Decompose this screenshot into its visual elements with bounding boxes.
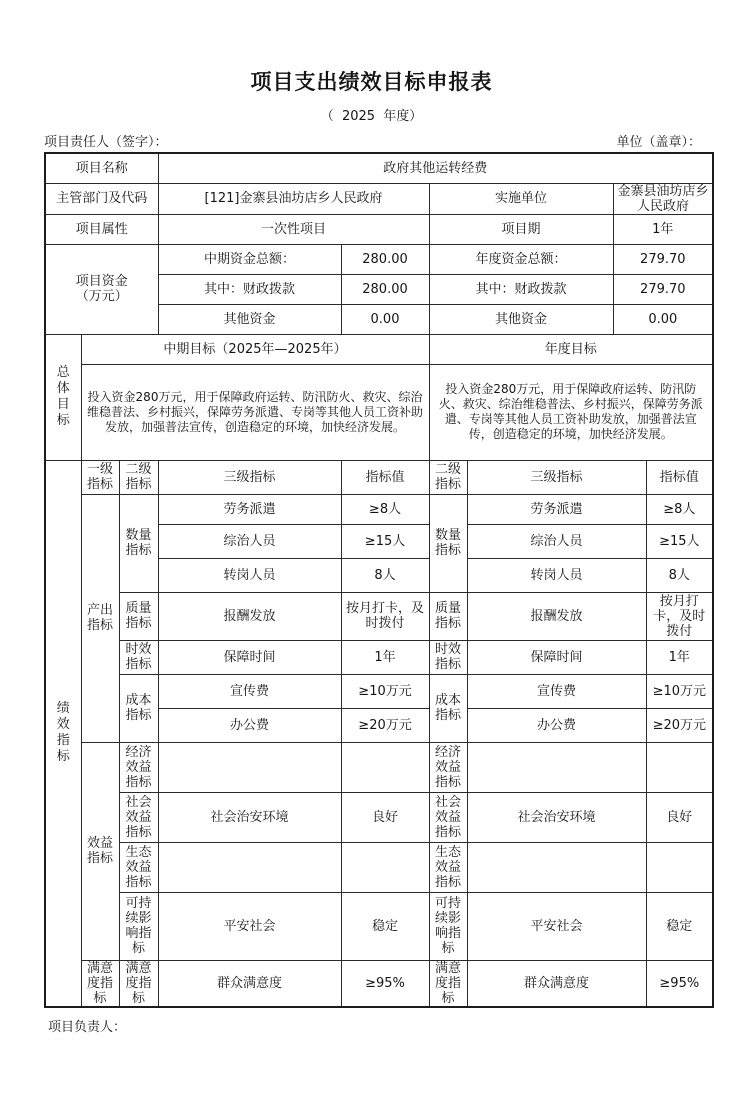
quality-item-mid: 报酬发放 <box>158 592 341 640</box>
cost-label-mid-cell <box>119 674 158 742</box>
quantity-value-1-annual: ≥8人 <box>646 494 713 524</box>
impl-unit-label: 实施单位 <box>429 183 613 214</box>
timeliness-label-annual: 时效指标 <box>435 642 462 672</box>
social-label-mid: 社会效益指标 <box>125 794 152 840</box>
overall-goal-label: 总体目标 <box>56 365 70 428</box>
satisfaction-item-mid: 群众满意度 <box>158 960 341 1007</box>
header-level1-text: 一级指标 <box>87 462 114 492</box>
mid-total-label: 中期资金总额： <box>158 244 341 274</box>
project-leader-label: 项目负责人： <box>48 1020 127 1035</box>
quantity-label-annual: 数量指标 <box>435 528 462 558</box>
timeliness-value-mid: 1年 <box>341 640 429 674</box>
project-name-value: 政府其他运转经费 <box>158 153 713 183</box>
cost-value-2-annual: ≥20万元 <box>646 708 713 742</box>
satisfaction-value-mid: ≥95% <box>341 960 429 1007</box>
performance-form-table <box>44 152 714 1008</box>
cost-item-1-annual: 宣传费 <box>467 674 646 708</box>
quality-label-annual-cell <box>429 592 467 640</box>
ecological-item-annual <box>467 842 646 892</box>
form-title: 项目支出绩效目标申报表 <box>250 70 493 94</box>
quality-value-mid: 按月打卡，及时拨付 <box>346 601 425 631</box>
cost-item-1-mid: 宣传费 <box>158 674 341 708</box>
header-level3-annual: 三级指标 <box>467 460 646 494</box>
funds-label: 项目资金（万元） <box>75 274 128 304</box>
header-level2-mid <box>119 460 158 494</box>
year-line: （ 2025 年度） <box>320 109 423 124</box>
cost-label-annual-cell <box>429 674 467 742</box>
dept-value: [121]金寨县油坊店乡人民政府 <box>158 183 429 214</box>
social-label-mid-cell <box>119 792 158 842</box>
mid-goal-text: 投入资金280万元，用于保障政府运转、防汛防火、救灾、综治维稳普法、乡村振兴，保障劳务派遣、专岗等其他人员工资补助发放，加强普法宣传，创造稳定的环境，加快经济发展。 <box>81 364 429 460</box>
satisfaction-sub-label-annual-cell <box>429 960 467 1007</box>
quality-value-mid-cell <box>341 592 429 640</box>
quantity-item-3-annual: 转岗人员 <box>467 558 646 592</box>
responsible-signature-label: 项目责任人（签字）： <box>44 135 168 150</box>
sustainable-value-annual: 稳定 <box>646 892 713 960</box>
project-attr-label: 项目属性 <box>45 214 158 244</box>
sustainable-label-mid-cell <box>119 892 158 960</box>
timeliness-label-annual-cell <box>429 640 467 674</box>
satisfaction-sub-label-mid-cell <box>119 960 158 1007</box>
sustainable-item-annual: 平安社会 <box>467 892 646 960</box>
cost-value-2-mid: ≥20万元 <box>341 708 429 742</box>
sustainable-label-annual: 可持续影响指标 <box>435 896 462 956</box>
header-level2-annual <box>429 460 467 494</box>
economic-label-annual: 经济效益指标 <box>435 744 462 790</box>
quantity-value-3-mid: 8人 <box>341 558 429 592</box>
unit-seal-label: 单位（盖章）： <box>616 135 701 150</box>
economic-value-mid <box>341 742 429 792</box>
impl-unit-value: 金寨县油坊店乡人民政府 <box>617 183 709 214</box>
quantity-label-annual-cell <box>429 494 467 592</box>
quantity-value-2-annual: ≥15人 <box>646 524 713 558</box>
quality-item-annual: 报酬发放 <box>467 592 646 640</box>
quality-value-annual-cell <box>646 592 713 640</box>
satisfaction-sub-label-mid: 满意度指标 <box>125 960 152 1006</box>
economic-item-annual <box>467 742 646 792</box>
output-indicator-cell <box>81 494 119 742</box>
social-label-annual: 社会效益指标 <box>435 794 462 840</box>
economic-value-annual <box>646 742 713 792</box>
ecological-item-mid <box>158 842 341 892</box>
benefit-indicator-cell <box>81 742 119 960</box>
dept-label: 主管部门及代码 <box>45 183 158 214</box>
header-level2-mid-text: 二级指标 <box>125 462 152 492</box>
funds-label-cell <box>45 244 158 334</box>
social-label-annual-cell <box>429 792 467 842</box>
mid-fiscal-label: 其中：财政拨款 <box>158 274 341 304</box>
sustainable-label-mid: 可持续影响指标 <box>125 896 152 956</box>
quantity-value-1-mid: ≥8人 <box>341 494 429 524</box>
ecological-value-annual <box>646 842 713 892</box>
timeliness-item-annual: 保障时间 <box>467 640 646 674</box>
economic-label-annual-cell <box>429 742 467 792</box>
quantity-item-1-annual: 劳务派遣 <box>467 494 646 524</box>
mid-goal-header: 中期目标（2025年—2025年） <box>81 334 429 364</box>
satisfaction-sub-label-annual: 满意度指标 <box>435 960 462 1006</box>
quality-label-mid: 质量指标 <box>125 601 152 631</box>
social-value-annual: 良好 <box>646 792 713 842</box>
economic-label-mid: 经济效益指标 <box>125 744 152 790</box>
social-item-mid: 社会治安环境 <box>158 792 341 842</box>
satisfaction-indicator-cell <box>81 960 119 1007</box>
satisfaction-value-annual: ≥95% <box>646 960 713 1007</box>
social-item-annual: 社会治安环境 <box>467 792 646 842</box>
year-fiscal-value: 279.70 <box>613 274 713 304</box>
timeliness-label-mid: 时效指标 <box>125 642 152 672</box>
quantity-item-2-annual: 综治人员 <box>467 524 646 558</box>
sustainable-label-annual-cell <box>429 892 467 960</box>
header-level1 <box>81 460 119 494</box>
cost-value-1-mid: ≥10万元 <box>341 674 429 708</box>
quantity-label-mid-cell <box>119 494 158 592</box>
year-goal-header: 年度目标 <box>429 334 713 364</box>
satisfaction-indicator-label: 满意度指标 <box>87 960 114 1006</box>
ecological-label-annual-cell <box>429 842 467 892</box>
quantity-value-3-annual: 8人 <box>646 558 713 592</box>
quantity-value-2-mid: ≥15人 <box>341 524 429 558</box>
quality-label-mid-cell <box>119 592 158 640</box>
quality-label-annual: 质量指标 <box>435 601 462 631</box>
year-other-value: 0.00 <box>613 304 713 334</box>
quantity-label-mid: 数量指标 <box>125 528 152 558</box>
mid-other-value: 0.00 <box>341 304 429 334</box>
cost-item-2-annual: 办公费 <box>467 708 646 742</box>
indicators-label: 绩效指标 <box>56 701 70 765</box>
quantity-item-2-mid: 综治人员 <box>158 524 341 558</box>
project-period-value: 1年 <box>613 214 713 244</box>
project-name-label: 项目名称 <box>45 153 158 183</box>
header-value-mid: 指标值 <box>341 460 429 494</box>
timeliness-item-mid: 保障时间 <box>158 640 341 674</box>
year-fiscal-label: 其中：财政拨款 <box>429 274 613 304</box>
year-total-value: 279.70 <box>613 244 713 274</box>
project-attr-value: 一次性项目 <box>158 214 429 244</box>
ecological-label-mid: 生态效益指标 <box>125 844 152 890</box>
cost-item-2-mid: 办公费 <box>158 708 341 742</box>
year-goal-text: 投入资金280万元，用于保障政府运转、防汛防火、救灾、综治维稳普法、乡村振兴，保障劳务派遣、专岗等其他人员工资补助发放，加强普法宣传，创造稳定的环境，加快经济发展。 <box>429 364 713 460</box>
quality-value-annual: 按月打卡，及时拨付 <box>653 593 706 639</box>
mid-fiscal-value: 280.00 <box>341 274 429 304</box>
mid-total-value: 280.00 <box>341 244 429 274</box>
indicators-label-cell <box>45 460 81 1007</box>
ecological-label-annual: 生态效益指标 <box>435 844 462 890</box>
mid-other-label: 其他资金 <box>158 304 341 334</box>
economic-label-mid-cell <box>119 742 158 792</box>
header-level3-mid: 三级指标 <box>158 460 341 494</box>
impl-unit-cell <box>613 183 713 214</box>
header-value-annual: 指标值 <box>646 460 713 494</box>
cost-value-1-annual: ≥10万元 <box>646 674 713 708</box>
benefit-indicator-label: 效益指标 <box>87 836 114 866</box>
sustainable-item-mid: 平安社会 <box>158 892 341 960</box>
header-level2-annual-text: 二级指标 <box>435 462 462 492</box>
quantity-item-1-mid: 劳务派遣 <box>158 494 341 524</box>
output-indicator-label: 产出指标 <box>87 603 114 633</box>
cost-label-mid: 成本指标 <box>125 693 152 723</box>
ecological-value-mid <box>341 842 429 892</box>
social-value-mid: 良好 <box>341 792 429 842</box>
project-period-label: 项目期 <box>429 214 613 244</box>
economic-item-mid <box>158 742 341 792</box>
satisfaction-item-annual: 群众满意度 <box>467 960 646 1007</box>
ecological-label-mid-cell <box>119 842 158 892</box>
year-total-label: 年度资金总额： <box>429 244 613 274</box>
timeliness-label-mid-cell <box>119 640 158 674</box>
cost-label-annual: 成本指标 <box>435 693 462 723</box>
timeliness-value-annual: 1年 <box>646 640 713 674</box>
overall-goal-label-cell <box>45 334 81 460</box>
sustainable-value-mid: 稳定 <box>341 892 429 960</box>
quantity-item-3-mid: 转岗人员 <box>158 558 341 592</box>
year-other-label: 其他资金 <box>429 304 613 334</box>
